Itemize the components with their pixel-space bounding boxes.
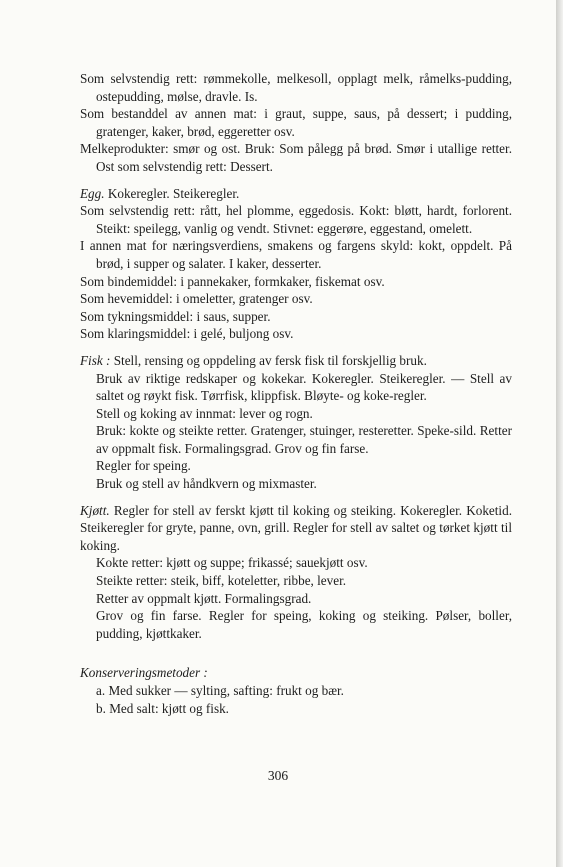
section-label: Konserveringsmetoder : bbox=[80, 665, 208, 681]
page-edge bbox=[556, 0, 563, 867]
section-label: Fisk : bbox=[80, 352, 111, 368]
paragraph: Som klaringsmiddel: i gelé, buljong osv. bbox=[80, 326, 294, 342]
paragraph: Som bestanddel av annen mat: i graut, suppe, saus, på dessert; i pudding, gratenger, kaker, brød, eggeretter osv. bbox=[80, 106, 512, 139]
page-text bbox=[80, 70, 512, 717]
paragraph: Som bindemiddel: i pannekaker, formkaker, fiskemat osv. bbox=[80, 273, 385, 289]
paragraph: Grov og fin farse. Regler for speing, koking og steiking. Pølser, boller, pudding, kjøttkaker. bbox=[96, 608, 512, 641]
paragraph: Som selvstendig rett: rått, hel plomme, eggedosis. Kokt: bløtt, hardt, forlorent. Steikt: speilegg, vanlig og vendt. Stivnet: eggerøre, eggestand, omelett. bbox=[80, 203, 512, 236]
paragraph: Bruk og stell av håndkvern og mixmaster. bbox=[96, 476, 317, 492]
section-kjott-heading bbox=[80, 502, 512, 555]
section-head-text: Regler for stell av ferskt kjøtt til koking og steiking. Kokeregler. Koketid. Steikeregler for gryte, panne, ovn, grill. Regler for stell av saltet og tørket kjøtt til koking. bbox=[80, 502, 512, 553]
section-label: Egg. bbox=[80, 185, 105, 201]
paragraph: I annen mat for næringsverdiens, smakens og fargens skyld: kokt, oppdelt. På brød, i supper og salater. I kaker, desserter. bbox=[80, 238, 512, 271]
paragraph: Bruk: kokte og steikte retter. Gratenger, stuinger, resteretter. Speke-sild. Retter av oppmalt fisk. Formalingsgrad. Grov og fin farse. bbox=[96, 423, 512, 456]
paragraph: Regler for speing. bbox=[96, 458, 191, 474]
section-fisk-heading bbox=[80, 352, 512, 370]
paragraph: Kokte retter: kjøtt og suppe; frikassé; sauekjøtt osv. bbox=[96, 555, 368, 571]
section-konserv-heading bbox=[80, 664, 512, 682]
paragraph: Som tykningsmiddel: i saus, supper. bbox=[80, 308, 271, 324]
paragraph: Som selvstendig rett: rømmekolle, melkesoll, opplagt melk, råmelks-pudding, ostepudding, mølse, dravle. Is. bbox=[80, 71, 512, 104]
paragraph: Stell og koking av innmat: lever og rogn. bbox=[96, 405, 313, 421]
paragraph: Melkeprodukter: smør og ost. Bruk: Som pålegg på brød. Smør i utallige retter. Ost som selvstendig rett: Dessert. bbox=[80, 141, 512, 174]
paragraph: Som hevemiddel: i omeletter, gratenger osv. bbox=[80, 291, 313, 307]
list-item: a. Med sukker — sylting, safting: frukt og bær. bbox=[96, 683, 344, 698]
paragraph: Steikte retter: steik, biff, koteletter, ribbe, lever. bbox=[96, 573, 347, 589]
page-number: 306 bbox=[267, 768, 289, 783]
section-label: Kjøtt. bbox=[80, 502, 110, 518]
section-head-text: Stell, rensing og oppdeling av fersk fisk til forskjellig bruk. bbox=[113, 352, 427, 368]
paragraph: Retter av oppmalt kjøtt. Formalingsgrad. bbox=[96, 590, 312, 606]
section-head-text: Kokeregler. Steikeregler. bbox=[107, 185, 240, 201]
paragraph: Bruk av riktige redskaper og kokekar. Kokeregler. Steikeregler. — Stell av saltet og røykt fisk. Tørrfisk, klippfisk. Bløyte- og koke-regler. bbox=[96, 370, 512, 404]
section-egg-heading bbox=[80, 185, 512, 203]
list-item: b. Med salt: kjøtt og fisk. bbox=[96, 700, 229, 716]
